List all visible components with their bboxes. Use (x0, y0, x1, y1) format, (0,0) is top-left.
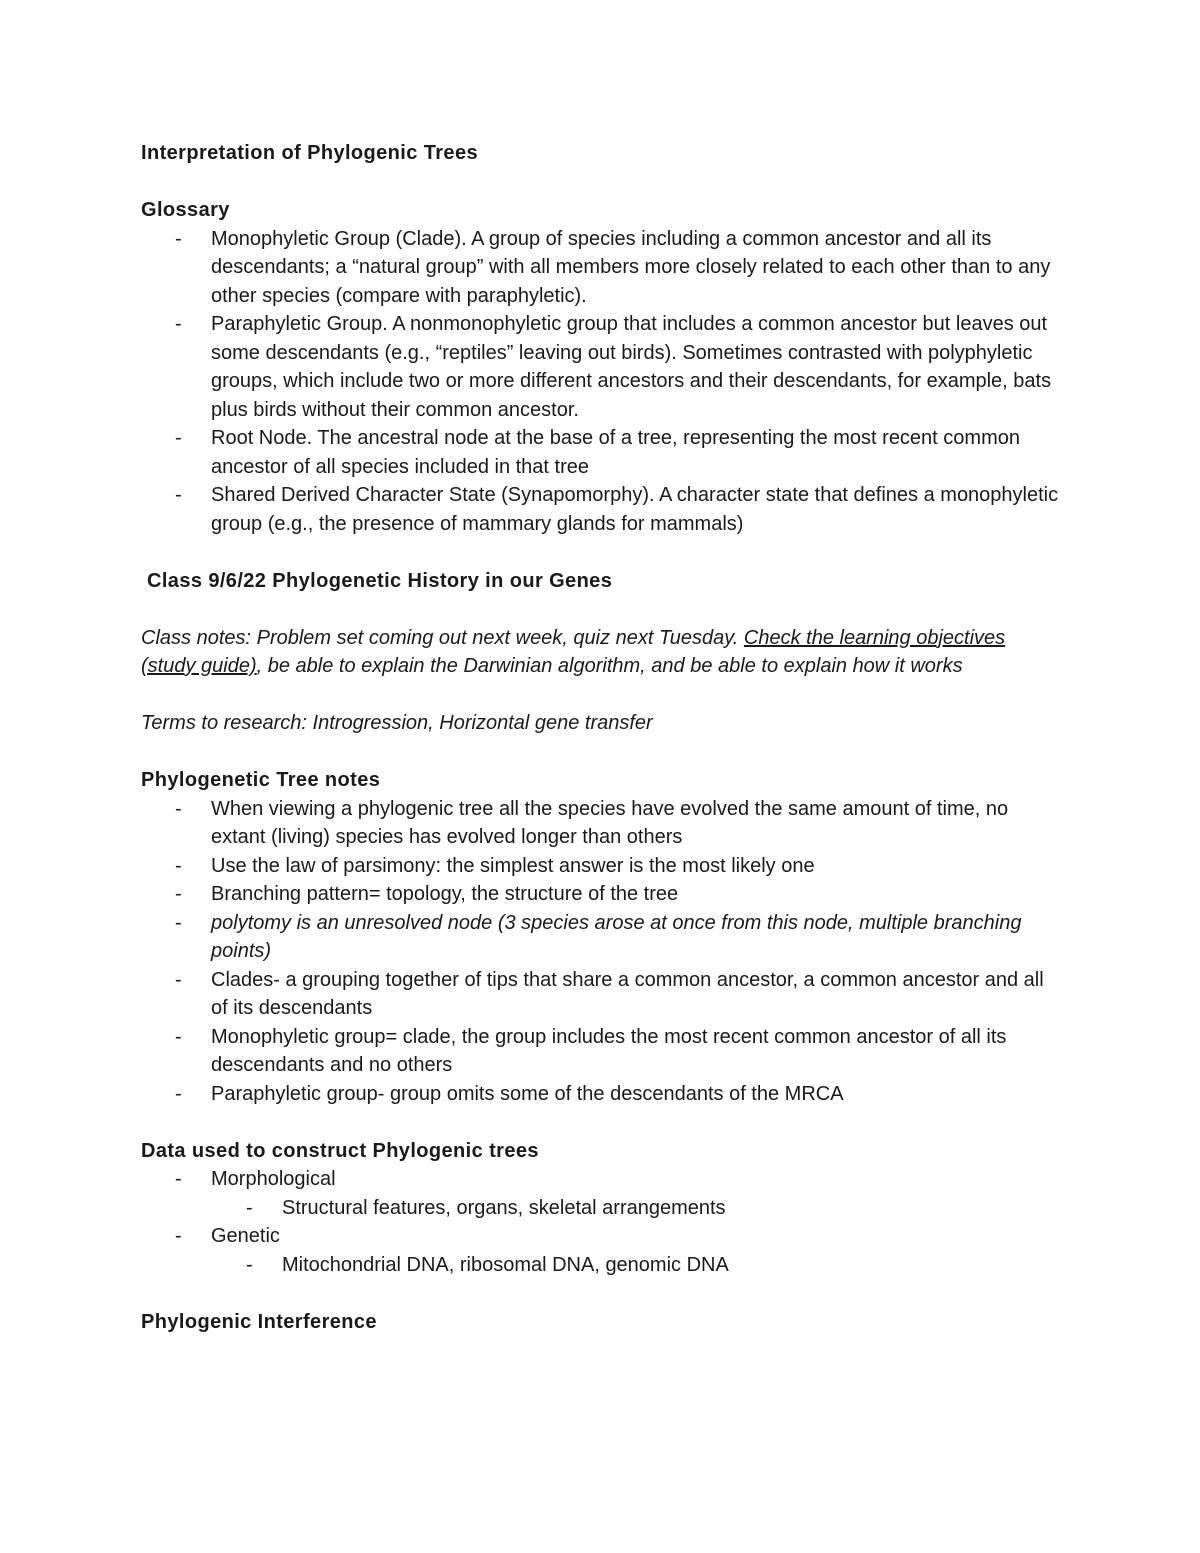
glossary-item (141, 424, 1061, 481)
dash-bullet: - (175, 1225, 182, 1247)
tree-note-item (141, 909, 1061, 966)
tree-notes-heading: Phylogenetic Tree notes (141, 769, 381, 791)
glossary-item (141, 481, 1061, 538)
data-types-list (141, 1165, 1061, 1194)
dash-bullet: - (175, 1025, 182, 1048)
dash-bullet: - (246, 1253, 253, 1276)
tree-note-item (141, 1080, 1061, 1109)
data-type-morphological: Morphological (211, 1168, 336, 1190)
dash-bullet: - (175, 854, 182, 877)
dash-bullet: - (175, 797, 182, 820)
glossary-item-text: Shared Derived Character State (Synapomorphy). A character state that defines a monophyletic group (e.g., the presence of mammary glands for mammals) (211, 484, 1059, 535)
dash-bullet: - (175, 911, 182, 934)
class-notes (141, 624, 1061, 681)
study-guide-link[interactable]: Check the learning objectives (study guide) (141, 626, 1006, 677)
class-heading: Class 9/6/22 Phylogenetic History in our Genes (147, 569, 613, 592)
glossary-item (141, 310, 1061, 424)
data-type-item (141, 1222, 1061, 1251)
tree-note-text: Branching pattern= topology, the structure of the tree (211, 883, 679, 905)
data-type-genetic: Genetic (211, 1225, 280, 1247)
glossary-item-text: Root Node. The ancestral node at the base of a tree, representing the most recent common ancestor of all species included in that tree (211, 427, 1020, 478)
data-type-item (141, 1165, 1061, 1194)
tree-note-item (141, 966, 1061, 1023)
tree-note-item (141, 852, 1061, 881)
glossary-item-text: Paraphyletic Group. A nonmonophyletic group that includes a common ancestor but leaves out some descendants (e.g., “reptiles” leaving out birds). Sometimes contrasted with polyphyletic groups, which include two or more different ancestors and their descendants, for example, bats plus birds without their common ancestor. (211, 313, 1052, 421)
tree-note-text: Paraphyletic group- group omits some of the descendants of the MRCA (211, 1082, 844, 1105)
tree-note-item (141, 880, 1061, 909)
data-subitem (141, 1251, 1061, 1280)
dash-bullet: - (175, 427, 182, 449)
dash-bullet: - (175, 484, 182, 506)
dash-bullet: - (246, 1196, 253, 1219)
dash-bullet: - (175, 1168, 182, 1190)
dash-bullet: - (175, 313, 182, 335)
genetic-detail: Mitochondrial DNA, ribosomal DNA, genomic DNA (282, 1253, 729, 1276)
tree-note-text: When viewing a phylogenic tree all the species have evolved the same amount of time, no extant (living) species has evolved longer than others (211, 797, 1009, 848)
data-subitem (141, 1194, 1061, 1223)
terms-to-research: Terms to research: Introgression, Horizontal gene transfer (141, 712, 653, 734)
tree-note-text: Use the law of parsimony: the simplest answer is the most likely one (211, 854, 815, 877)
tree-note-text: Monophyletic group= clade, the group includes the most recent common ancestor of all its descendants and no others (211, 1025, 1007, 1076)
class-notes-prefix: Class notes: Problem set coming out next week, quiz next Tuesday. (141, 626, 744, 649)
glossary-heading: Glossary (141, 199, 230, 221)
document-title: Interpretation of Phylogenic Trees (141, 142, 478, 164)
document-content (141, 139, 1061, 1336)
tree-note-text: polytomy is an unresolved node (3 species arose at once from this node, multiple branching points) (211, 911, 1022, 962)
data-types-list (141, 1222, 1061, 1251)
phylogenic-interference-heading: Phylogenic Interference (141, 1310, 377, 1333)
morphological-sublist (141, 1194, 1061, 1223)
tree-note-text: Clades- a grouping together of tips that share a common ancestor, a common ancestor and all of its descendants (211, 968, 1044, 1019)
tree-note-item (141, 795, 1061, 852)
dash-bullet: - (175, 227, 182, 250)
morphological-detail: Structural features, organs, skeletal arrangements (282, 1196, 726, 1219)
dash-bullet: - (175, 1082, 182, 1105)
data-used-heading: Data used to construct Phylogenic trees (141, 1139, 539, 1162)
tree-notes-list (141, 795, 1061, 1109)
class-notes-suffix: , be able to explain the Darwinian algorithm, and be able to explain how it works (256, 655, 963, 677)
tree-note-item (141, 1023, 1061, 1080)
dash-bullet: - (175, 968, 182, 991)
glossary-item-text: Monophyletic Group (Clade). A group of species including a common ancestor and all its descendants; a “natural group” with all members more closely related to each other than to any other species (compare with paraphyletic). (211, 227, 1051, 307)
genetic-sublist (141, 1251, 1061, 1280)
dash-bullet: - (175, 883, 182, 905)
glossary-list (141, 225, 1061, 539)
glossary-item (141, 225, 1061, 311)
